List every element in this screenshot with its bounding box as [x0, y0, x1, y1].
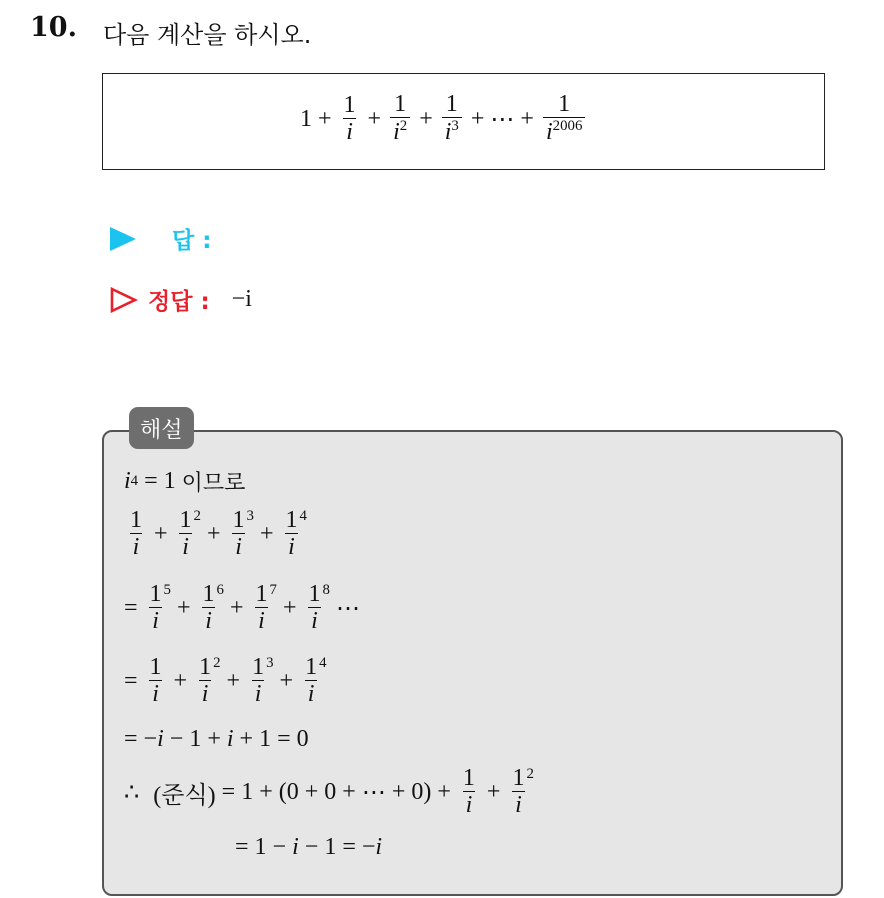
- fraction: $\frac{1}{i}$: [512, 765, 525, 819]
- solution-tab: 해설: [129, 407, 194, 449]
- fraction: $\frac{1}{i}$: [232, 507, 245, 561]
- solution-line: ∴ (준식) = 1 + (0 + 0 + ⋯ + 0) + $\frac{1}{i}$ + $\frac{1}{i}$ $^2$: [124, 765, 534, 819]
- solution-line: $\frac{1}{i}$ + $\frac{1}{i}$ $^2$ + $\frac{1}{i}$ $^3$ + $\frac{1}{i}$ $^4$: [124, 508, 307, 562]
- answer-row: [110, 222, 233, 255]
- play-outline-icon: [110, 287, 138, 313]
- fraction: $\frac{1}{i}$: [149, 581, 162, 635]
- solution-line: = − i − 1 + i + 1 = 0: [124, 726, 309, 752]
- solution-line: = $\frac{1}{i}$ + $\frac{1}{i}$ $^2$ + $\frac{1}{i}$ $^3$ + $\frac{1}{i}$ $^4$: [124, 654, 327, 708]
- fraction: $\frac{1}{i}$: [285, 507, 298, 561]
- fraction: $\frac{1}{i^3}$: [442, 92, 462, 147]
- fraction: $\frac{1}{i}$: [343, 91, 356, 145]
- fraction: $\frac{1}{i}$: [179, 507, 192, 561]
- problem-expression: 1 + $\frac{1}{i}$ + $\frac{1}{i^2}$ + $\frac{1}{i^3}$ + ⋯ + $\frac{1}{i^{2006}}$: [300, 92, 588, 147]
- fraction: $\frac{1}{i}$: [305, 654, 318, 708]
- fraction: $\frac{1}{i^2}$: [390, 92, 410, 147]
- fraction: $\frac{1}{i}$: [255, 581, 268, 635]
- solution-line: i 4 = 1 이므로: [124, 468, 246, 496]
- correct-answer-row: [110, 283, 252, 316]
- fraction: $\frac{1}{i}$: [202, 581, 215, 635]
- fraction: $\frac{1}{i}$: [252, 654, 265, 708]
- problem-box: [102, 73, 825, 170]
- question-number: 10.: [30, 12, 77, 43]
- question-text: 다음 계산을 하시오.: [103, 21, 312, 49]
- correct-answer-label: 정답 :: [148, 289, 210, 315]
- fraction: $\frac{1}{i}$: [462, 765, 475, 819]
- fraction: $\frac{1}{i}$: [308, 581, 321, 635]
- correct-answer-value: −i: [231, 286, 252, 312]
- fraction: $\frac{1}{i^{2006}}$: [543, 92, 585, 147]
- fraction: $\frac{1}{i}$: [199, 654, 212, 708]
- play-filled-icon: [110, 227, 136, 251]
- answer-label: 답 :: [172, 228, 212, 254]
- fraction: $\frac{1}{i}$: [130, 507, 142, 561]
- solution-line: = 1 − i − 1 = − i: [235, 834, 383, 860]
- solution-line: = $\frac{1}{i}$ $^5$ + $\frac{1}{i}$ $^6$ + $\frac{1}{i}$ $^7$ + $\frac{1}{i}$ $^8$ ⋯: [124, 581, 360, 635]
- fraction: $\frac{1}{i}$: [149, 654, 162, 708]
